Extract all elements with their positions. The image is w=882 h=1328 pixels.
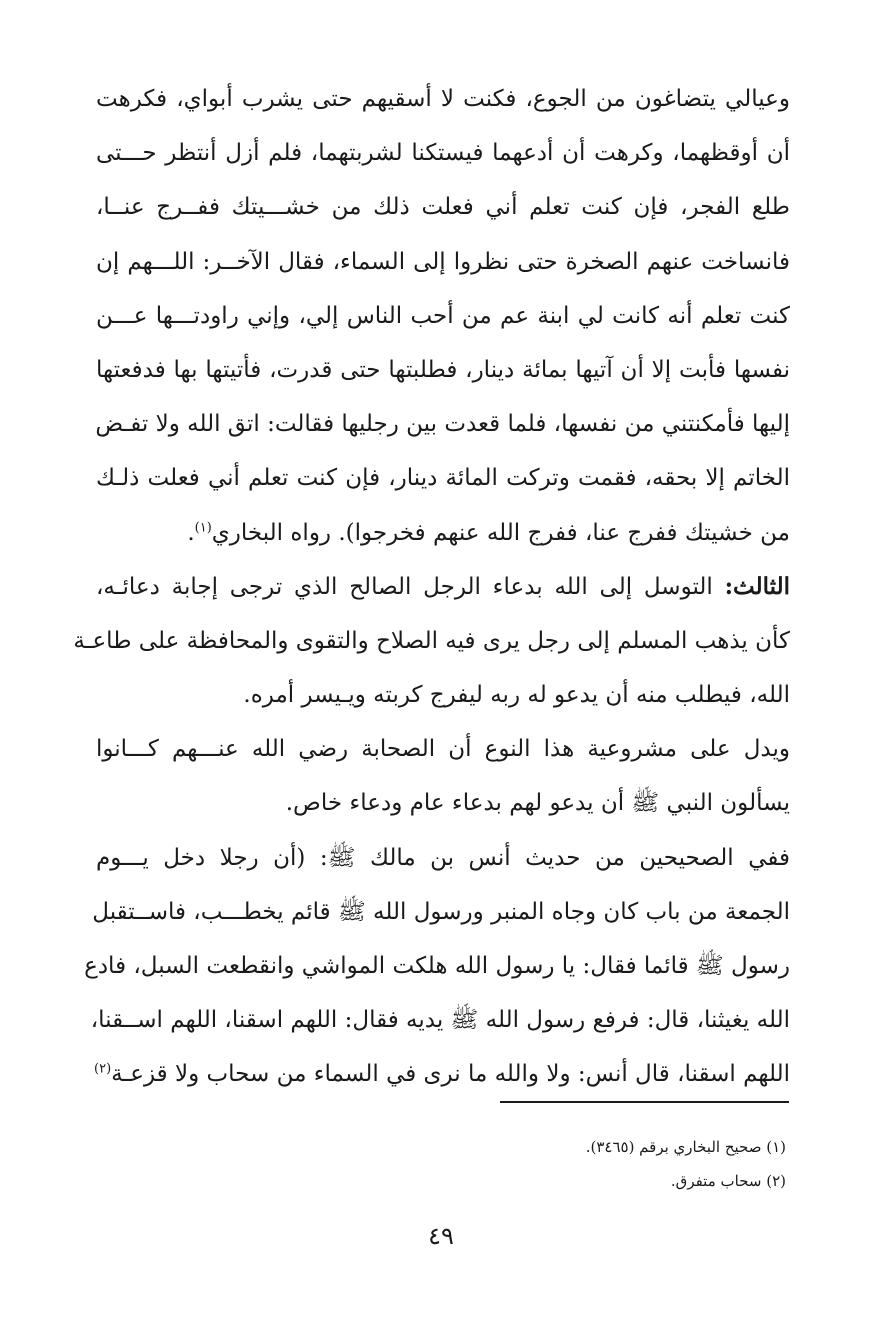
footnote-divider (500, 1101, 789, 1103)
footnote-2: (٢) سحاب متفرق. (670, 1172, 786, 1190)
text-line: كنت تعلم أنه كانت لي ابنة عم من أحب الناس إلي، وإني راودتـــها عـــن (96, 302, 790, 329)
citation-text: من خشيتك ففرج عنا، ففرج الله عنهم فخرجوا). رواه البخاري (211, 519, 790, 546)
text-line-last (96, 1047, 790, 1101)
third-label: الثالث: (724, 572, 790, 600)
footnote-ref-1: (١) (194, 519, 212, 535)
footnotes (286, 1130, 786, 1198)
text-line: طلع الفجر، فإن كنت تعلم أني فعلت ذلك من خشـــيتك ففــرج عنــا، (96, 194, 790, 221)
text-line: ويدل على مشروعية هذا النوع أن الصحابة رضي الله عنـــهم كـــانوا (96, 736, 790, 763)
text-line: الخاتم إلا بحقه، فقمت وتركت المائة دينار، فإن كنت تعلم أني فعلت ذلـك (96, 465, 790, 492)
text-line: فانساخت عنهم الصخرة حتى نظروا إلى السماء، فقال الآخــر: اللـــهم إن (96, 248, 790, 275)
text-line: كأن يذهب المسلم إلى رجل يرى فيه الصلاح والتقوى والمحافظة على طاعـة (73, 627, 790, 654)
last-line-text: اللهم اسقنا، قال أنس: ولا والله ما نرى في السماء من سحاب ولا قزعـة (111, 1061, 790, 1088)
main-text (73, 72, 790, 1102)
text-line: الله، فيطلب منه أن يدعو له ربه ليفرج كربته ويـيسر أمره. (243, 682, 790, 709)
text-line: الله يغيثنا، قال: فرفع رسول الله ﷺ يديه فقال: اللهم اسقنا، اللهم اســقنا، (90, 1007, 790, 1034)
text-line: أن أوقظهما، وكرهت أن أدعهما فيستكنا لشربتهما، فلم أزل أنتظر حـــتى (96, 140, 790, 167)
text-line-citation (96, 506, 790, 560)
third-heading-line (96, 560, 790, 614)
text-line: يسألون النبي ﷺ أن يدعو لهم بدعاء عام ودعاء خاص. (285, 790, 790, 817)
footnote-ref-2: (٢) (94, 1061, 112, 1077)
page-number: ٤٩ (428, 1222, 454, 1250)
text-line: وعيالي يتضاغون من الجوع، فكنت لا أسقيهم حتى يشرب أبواي، فكرهت (96, 86, 790, 112)
sentence-end: . (187, 519, 195, 546)
text-line: ففي الصحيحين من حديث أنس بن مالك ﷺ: (أن رجلا دخل يـــوم (96, 844, 790, 871)
text-line: الجمعة من باب كان وجاه المنبر ورسول الله ﷺ قائم يخطـــب، فاســتقبل (92, 898, 790, 925)
text-line: إليها فأمكنتني من نفسها، فلما قعدت بين رجليها فقالت: اتق الله ولا تفـض (95, 411, 790, 438)
text-line: نفسها فأبت إلا أن آتيها بمائة دينار، فطلبتها حتى قدرت، فأتيتها بها فدفعتها (96, 356, 790, 383)
footnote-1: (١) صحيح البخاري برقم (٣٤٦٥). (585, 1138, 786, 1156)
text-line: رسول ﷺ قائما فقال: يا رسول الله هلكت المواشي وانقطعت السبل، فادع (84, 953, 790, 979)
third-text: التوسل إلى الله بدعاء الرجل الصالح الذي ترجى إجابة دعائـه، (96, 573, 725, 600)
